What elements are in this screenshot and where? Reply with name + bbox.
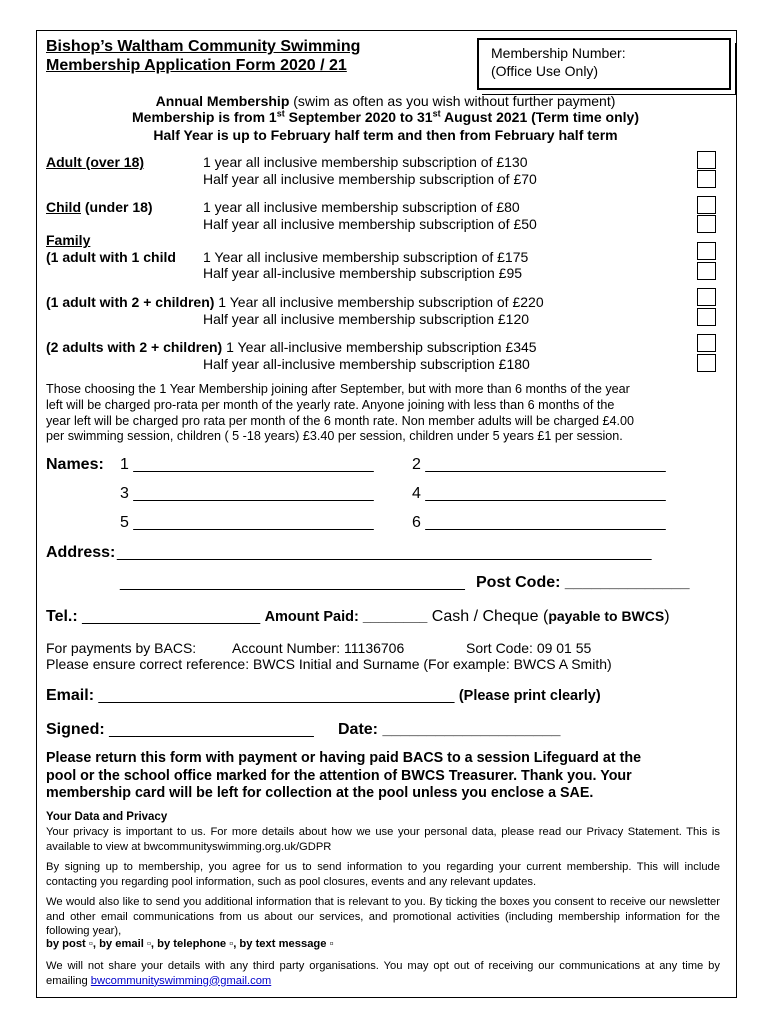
email-field[interactable]: ________________________________________ xyxy=(94,687,459,704)
child-label: Child (under 18) xyxy=(46,199,153,215)
adult-year-checkbox[interactable] xyxy=(697,151,716,169)
signature-field[interactable]: _______________________ xyxy=(104,721,314,738)
name-field-1[interactable]: 1 ___________________________ xyxy=(120,456,374,473)
return-instructions: Please return this form with payment or having paid BACS to a session Lifeguard at the pool or the school office marked for the attention of BWCS Treasurer. Thank you. Your membership card will be left for collection at the pool unless you enclose a SAE. xyxy=(46,750,642,801)
payable-note: payable to BWCS xyxy=(548,608,665,624)
bacs-reference: Please ensure correct reference: BWCS Initial and Surname (For example: BWCS A Smith) xyxy=(46,656,612,672)
address-label: Address: xyxy=(46,544,116,561)
family-3-year-option: (2 adults with 2 + children) 1 Year all-inclusive membership subscription £345 xyxy=(46,339,537,355)
office-use-note: (Office Use Only) xyxy=(491,63,599,79)
tel-field[interactable]: ____________________ xyxy=(77,608,265,625)
office-use-label: Membership Number: xyxy=(491,45,626,61)
tel-label: Tel.: xyxy=(46,608,78,625)
family-3-year-checkbox[interactable] xyxy=(697,334,716,352)
signed-label: Signed: xyxy=(46,721,105,738)
adult-label: Adult (over 18) xyxy=(46,154,145,170)
family-2-year-checkbox[interactable] xyxy=(697,288,716,306)
family-3-half-option: Half year all-inclusive membership subscription £180 xyxy=(203,356,530,372)
family-2-half-option: Half year all inclusive membership subscription £120 xyxy=(203,311,530,327)
family-1-half-option: Half year all-inclusive membership subscription £95 xyxy=(203,265,523,281)
adult-year-option: 1 year all inclusive membership subscription of £130 xyxy=(203,154,528,170)
postcode-field[interactable]: Post Code: ______________ xyxy=(476,574,690,591)
consent-options[interactable]: by post ▫, by email ▫, by telephone ▫, by text message ▫ xyxy=(46,938,334,950)
contact-email-link[interactable]: bwcommunityswimming@gmail.com xyxy=(90,974,272,987)
family-2-year-option: (1 adult with 2 + children) 1 Year all inclusive membership subscription of £220 xyxy=(46,294,544,310)
child-half-option: Half year all inclusive membership subscription of £50 xyxy=(203,216,537,232)
privacy-paragraph-4: We will not share your details with any third party organisations. You may opt out of receiving our communications at any time by emailing bwcommunityswimming@gmail.com xyxy=(46,960,720,987)
privacy-heading: Your Data and Privacy xyxy=(46,811,168,823)
form-title: Bishop’s Waltham Community Swimming Membership Application Form 2020 / 21 xyxy=(46,38,361,74)
bacs-account-number: Account Number: 11136706 xyxy=(232,640,405,656)
address-field-line-2[interactable]: ________________________________________ xyxy=(120,574,465,591)
address-field-line-1[interactable]: ______________________________________________________________ xyxy=(117,544,652,561)
family-2-half-checkbox[interactable] xyxy=(697,308,716,326)
family-1-label: (1 adult with 1 child xyxy=(46,249,176,265)
name-field-3[interactable]: 3 ___________________________ xyxy=(120,485,374,502)
intro-line-2: Membership is from 1st September 2020 to 31st August 2021 (Term time only) xyxy=(132,108,639,125)
bacs-sort-code: Sort Code: 09 01 55 xyxy=(466,640,592,656)
family-1-year-checkbox[interactable] xyxy=(697,242,716,260)
office-use-box xyxy=(477,38,731,90)
date-field[interactable]: Date: ____________________ xyxy=(338,721,561,738)
amount-paid-field[interactable]: Amount Paid: ________ xyxy=(264,609,428,625)
names-label: Names: xyxy=(46,456,104,473)
intro-line-1: Annual Membership (swim as often as you wish without further payment) xyxy=(155,93,616,109)
adult-half-checkbox[interactable] xyxy=(697,170,716,188)
signed-row xyxy=(46,721,314,739)
name-field-4[interactable]: 4 ___________________________ xyxy=(412,485,666,502)
prorata-note: Those choosing the 1 Year Membership joining after September, but with more than 6 months of the year left will be charged pro-rata per month of the yearly rate. Anyone joining with less than 6 months of the year left will be charged pro rata per month of the 6 month rate. Non member adults will be charged £4.00 per swimming session, children ( 5 -18 years) £3.40 per session, children under 5 years £1 per session. xyxy=(46,382,635,444)
family-3-half-checkbox[interactable] xyxy=(697,354,716,372)
child-half-checkbox[interactable] xyxy=(697,215,716,233)
email-print-note: (Please print clearly) xyxy=(458,688,601,704)
child-year-checkbox[interactable] xyxy=(697,196,716,214)
adult-half-option: Half year all inclusive membership subscription of £70 xyxy=(203,171,537,187)
privacy-paragraph-2: By signing up to membership, you agree for us to send information to you regarding your current membership. This will include contacting you regarding pool information, such as pool closures, events and any relevant updates. xyxy=(46,861,720,888)
privacy-paragraph-3: We would also like to send you additional information that is relevant to you. By ticking the boxes you consent to receive our newsletter and other email communications from us about our services, and promotional activities (including membership information for the following year), xyxy=(46,896,720,937)
name-field-2[interactable]: 2 ___________________________ xyxy=(412,456,666,473)
email-label: Email: xyxy=(46,687,95,704)
privacy-paragraph-1: Your privacy is important to us. For more details about how we use your personal data, please read our Privacy Statement. This is available to view at bwcommunityswimming.org.uk/GDPR xyxy=(46,826,720,853)
family-label: Family xyxy=(46,232,91,248)
payment-method: Cash / Cheque ( xyxy=(427,608,549,625)
email-row xyxy=(46,687,601,705)
child-year-option: 1 year all inclusive membership subscription of £80 xyxy=(203,199,520,215)
name-field-6[interactable]: 6 ___________________________ xyxy=(412,514,666,531)
family-1-year-option: 1 Year all inclusive membership subscription of £175 xyxy=(203,249,529,265)
tel-amount-row: Tel.: ____________________ Amount Paid: ________ Cash / Cheque (payable to BWCS) xyxy=(46,608,670,625)
bacs-label: For payments by BACS: xyxy=(46,640,197,656)
family-1-half-checkbox[interactable] xyxy=(697,262,716,280)
name-field-5[interactable]: 5 ___________________________ xyxy=(120,514,374,531)
intro-line-3: Half Year is up to February half term and then from February half term xyxy=(153,127,618,143)
